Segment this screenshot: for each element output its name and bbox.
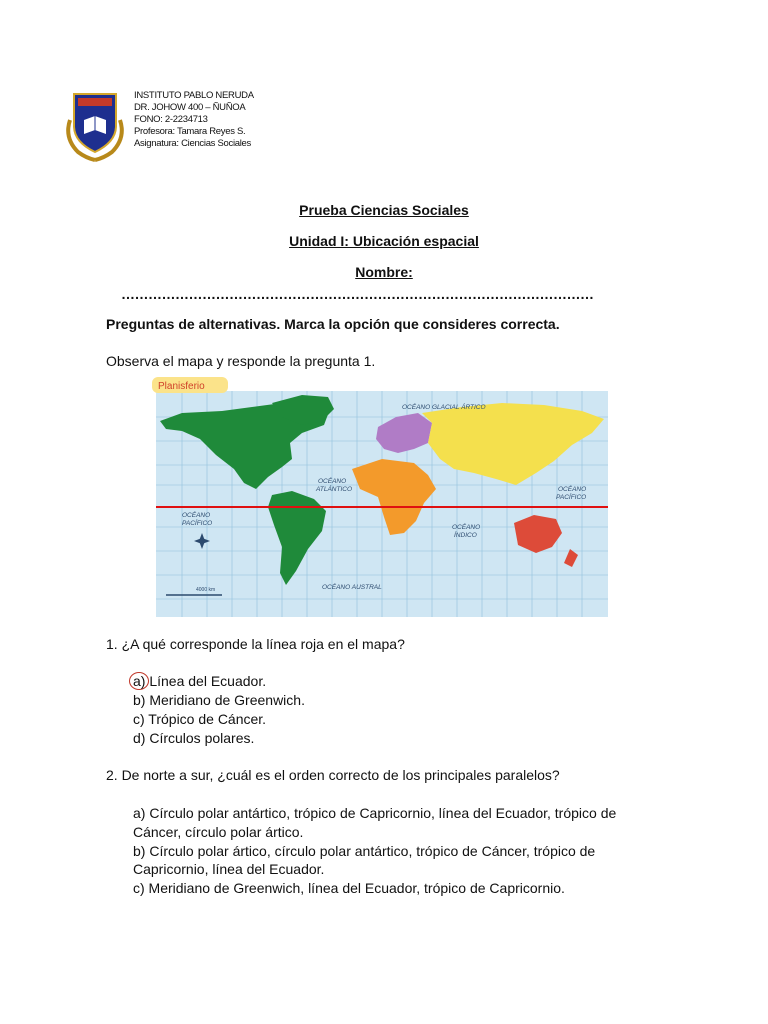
map-badge-label: Planisferio [158, 381, 205, 392]
q2-option-b-line2: Capricornio, línea del Ecuador. [133, 861, 325, 877]
school-emblem-logo [62, 90, 128, 162]
question-1: 1. ¿A qué corresponde la línea roja en el mapa? [106, 636, 405, 652]
svg-text:ÍNDICO: ÍNDICO [454, 532, 477, 539]
school-phone: FONO: 2-2234713 [134, 114, 208, 125]
school-name: INSTITUTO PABLO NERUDA [134, 90, 254, 101]
q2-option-a-line2: Cáncer, círculo polar ártico. [133, 824, 304, 840]
map-intro: Observa el mapa y responde la pregunta 1. [106, 353, 376, 369]
svg-text:OCÉANO GLACIAL ÁRTICO: OCÉANO GLACIAL ÁRTICO [402, 404, 486, 411]
q1-option-d: d) Círculos polares. [133, 730, 255, 746]
svg-text:PACÍFICO: PACÍFICO [182, 520, 213, 527]
world-map [152, 377, 611, 619]
name-label: Nombre: [355, 264, 413, 280]
q2-option-a-line1: a) Círculo polar antártico, trópico de Capricornio, línea del Ecuador, trópico de [133, 805, 617, 821]
svg-text:OCÉANO AUSTRAL: OCÉANO AUSTRAL [322, 584, 382, 591]
question-2: 2. De norte a sur, ¿cuál es el orden correcto de los principales paralelos? [106, 767, 560, 783]
instructions: Preguntas de alternativas. Marca la opción que consideres correcta. [106, 316, 560, 332]
unit-title: Unidad I: Ubicación espacial [289, 233, 479, 249]
svg-text:ATLÁNTICO: ATLÁNTICO [316, 486, 352, 493]
q2-option-b-line1: b) Círculo polar ártico, círculo polar antártico, trópico de Cáncer, trópico de [133, 843, 596, 859]
svg-text:OCÉANO: OCÉANO [318, 478, 347, 485]
q2-option-c: c) Meridiano de Greenwich, línea del Ecuador, trópico de Capricornio. [133, 880, 565, 896]
teacher-name: Profesora: Tamara Reyes S. [134, 126, 246, 137]
svg-text:OCÉANO: OCÉANO [558, 486, 587, 493]
q1-option-b: b) Meridiano de Greenwich. [133, 692, 305, 708]
svg-text:4000 km: 4000 km [196, 587, 216, 593]
svg-text:PACÍFICO: PACÍFICO [556, 494, 587, 501]
svg-text:OCÉANO: OCÉANO [182, 512, 211, 519]
school-address: DR. JOHOW 400 – ÑUÑOA [134, 102, 246, 113]
q1-option-c: c) Trópico de Cáncer. [133, 711, 267, 727]
subject-name: Asignatura: Ciencias Sociales [134, 138, 251, 149]
test-title: Prueba Ciencias Sociales [299, 202, 469, 218]
q1-option-a: a) Línea del Ecuador. [133, 673, 267, 689]
name-fill-line: …………………………………………………………………………………………… [121, 286, 594, 302]
svg-text:OCÉANO: OCÉANO [452, 524, 481, 531]
